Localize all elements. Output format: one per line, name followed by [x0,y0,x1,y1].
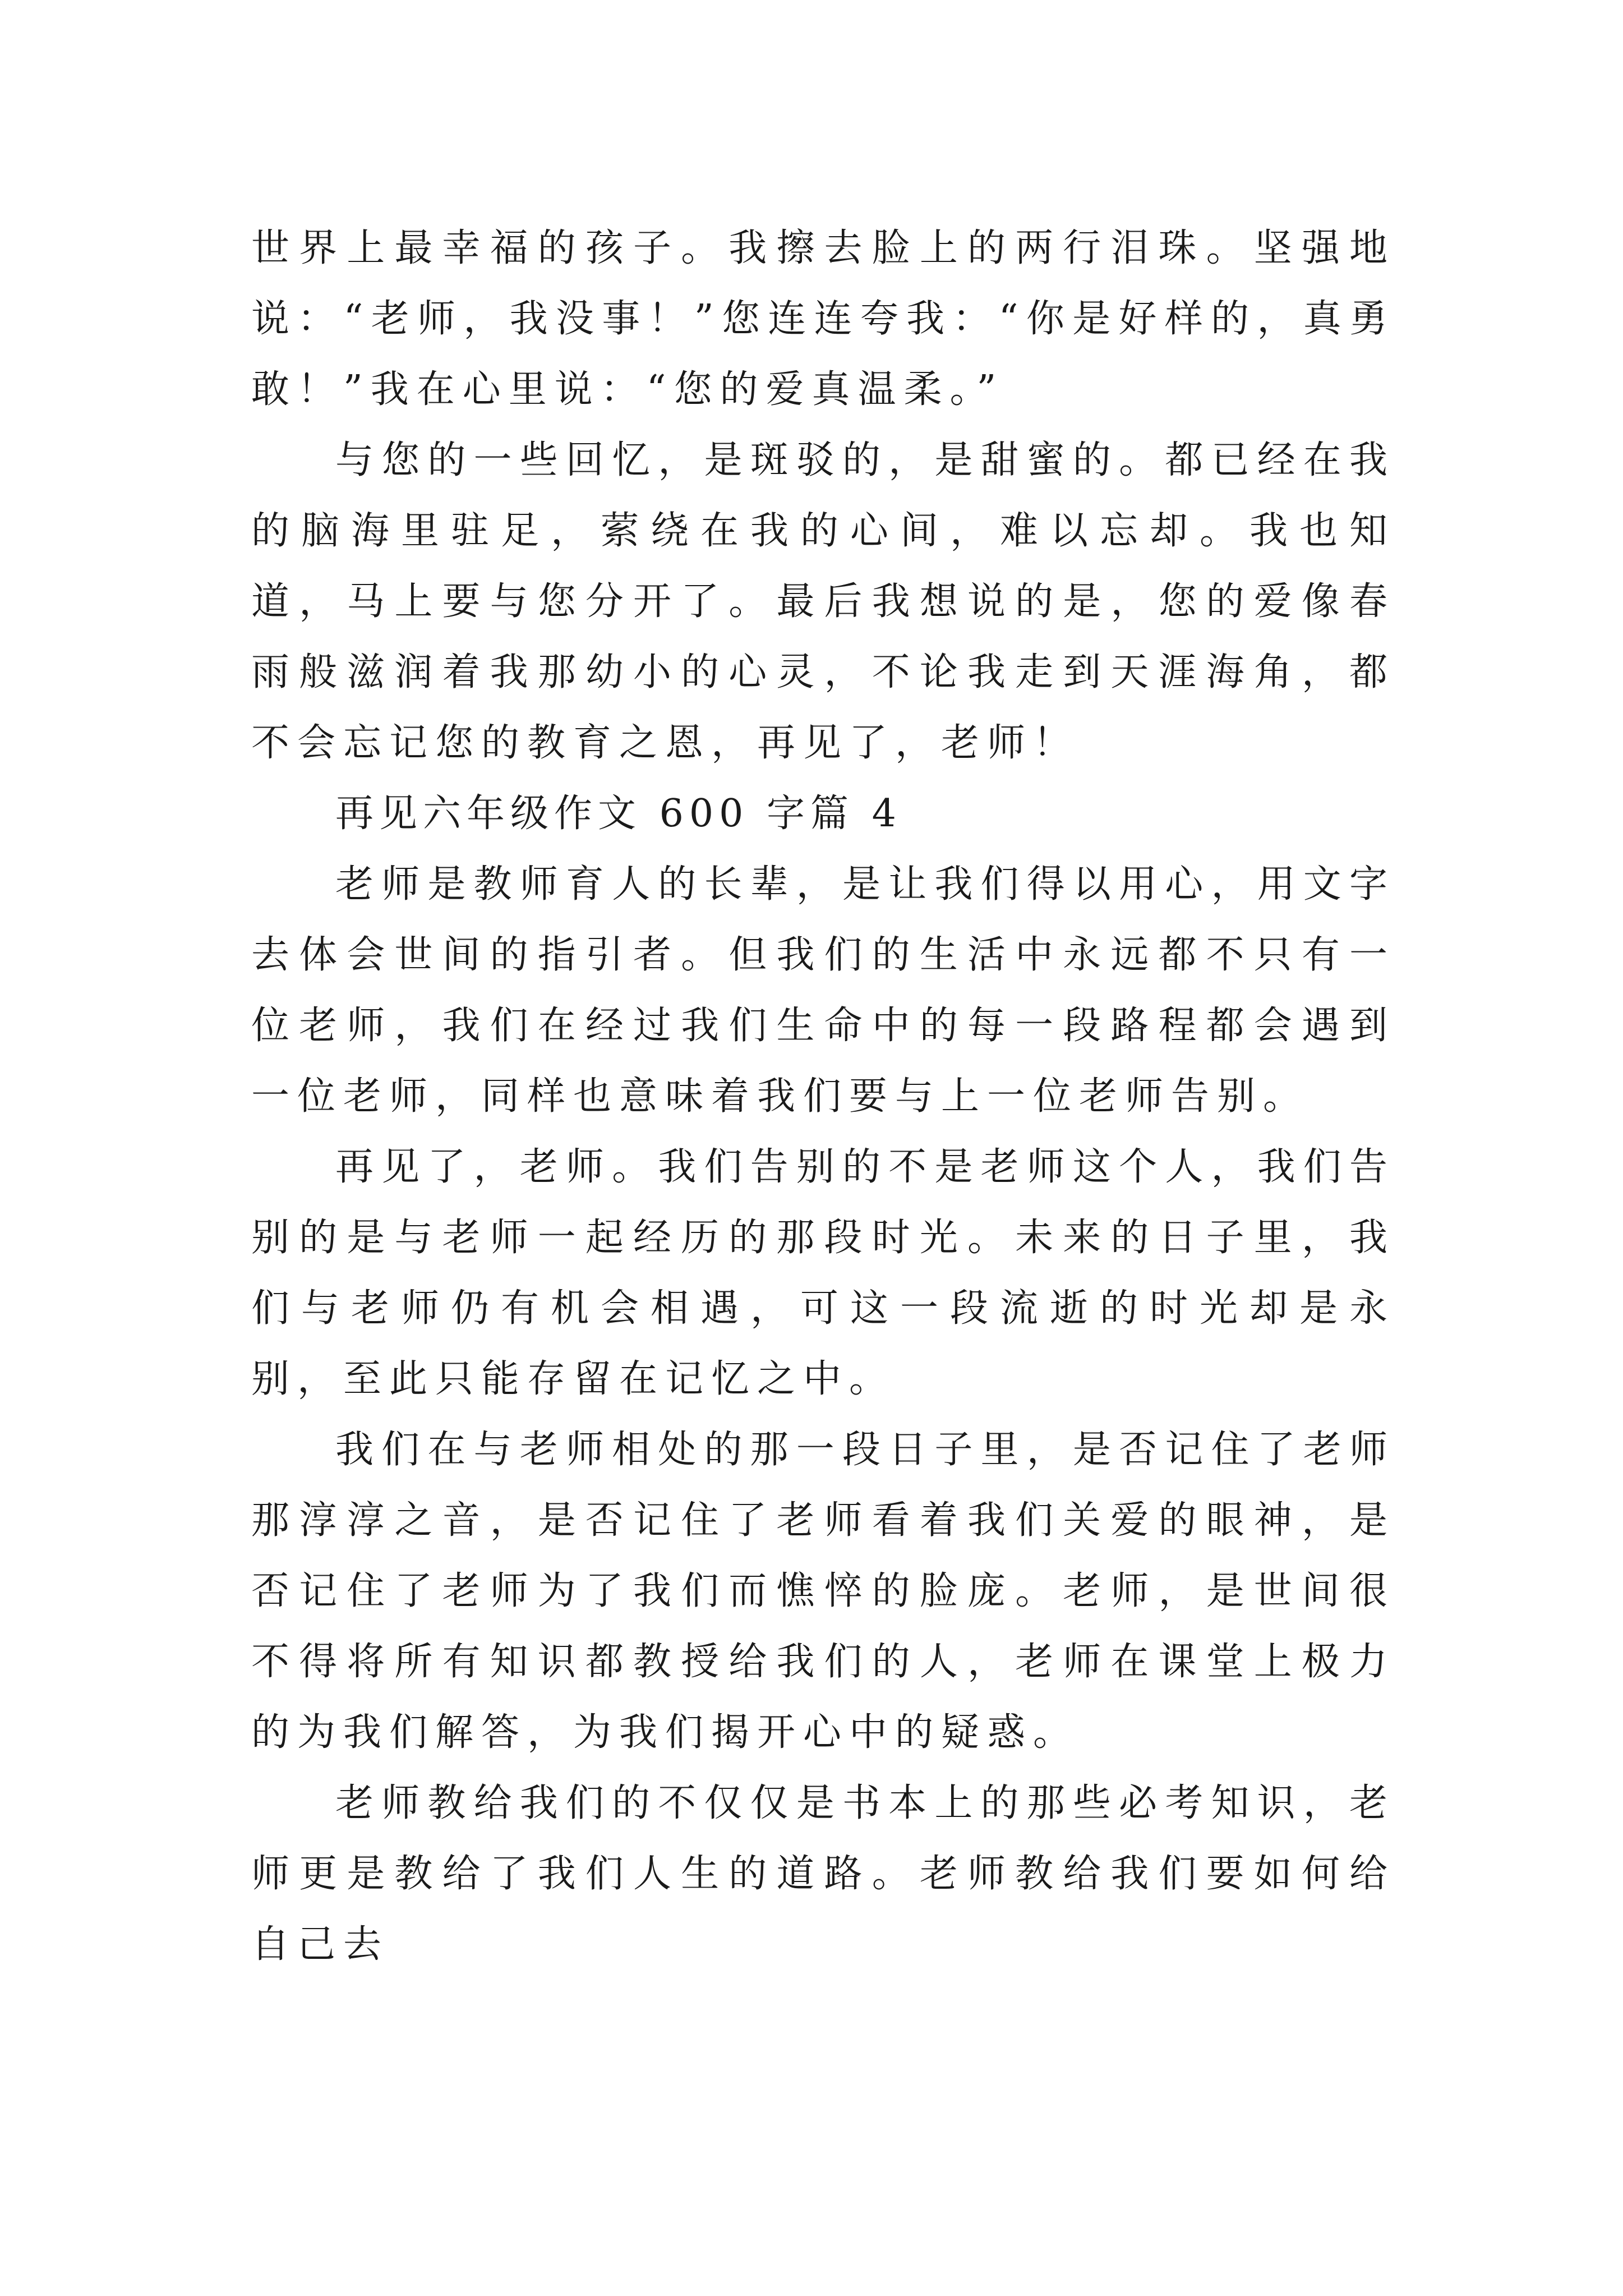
document-body [251,213,1395,1980]
paragraph-life-lessons: 老师教给我们的不仅仅是书本上的那些必考知识，老师更是教给了我们人生的道路。老师教给我们要如何给自己去 [251,1781,1395,1967]
essay-heading: 再见六年级作文 600 字篇 4 [335,792,902,836]
paragraph-teacher-intro: 老师是教师育人的长辈，是让我们得以用心，用文字去体会世间的指引者。但我们的生活中永远都不只有一位老师，我们在经过我们生命中的每一段路程都会遇到一位老师，同样也意味着我们要与上一位老师告别。 [251,862,1395,1119]
paragraph-memories: 与您的一些回忆，是斑驳的，是甜蜜的。都已经在我的脑海里驻足，萦绕在我的心间，难以忘却。我也知道，马上要与您分开了。最后我想说的是，您的爱像春雨般滋润着我那幼小的心灵，不论我走到天涯海角，都不会忘记您的教育之恩，再见了，老师！ [251,438,1395,765]
paragraph-continued: 世界上最幸福的孩子。我擦去脸上的两行泪珠。坚强地说：“老师，我没事！”您连连夸我：“你是好样的，真勇敢！”我在心里说：“您的爱真温柔。” [251,226,1395,412]
paragraph-remember: 我们在与老师相处的那一段日子里，是否记住了老师那淳淳之音，是否记住了老师看着我们关爱的眼神，是否记住了老师为了我们而憔悴的脸庞。老师，是世间很不得将所有知识都教授给我们的人，老师在课堂上极力的为我们解答，为我们揭开心中的疑惑。 [251,1428,1395,1755]
paragraph-farewell: 再见了，老师。我们告别的不是老师这个人，我们告别的是与老师一起经历的那段时光。未来的日子里，我们与老师仍有机会相遇，可这一段流逝的时光却是永别，至此只能存留在记忆之中。 [251,1145,1395,1401]
